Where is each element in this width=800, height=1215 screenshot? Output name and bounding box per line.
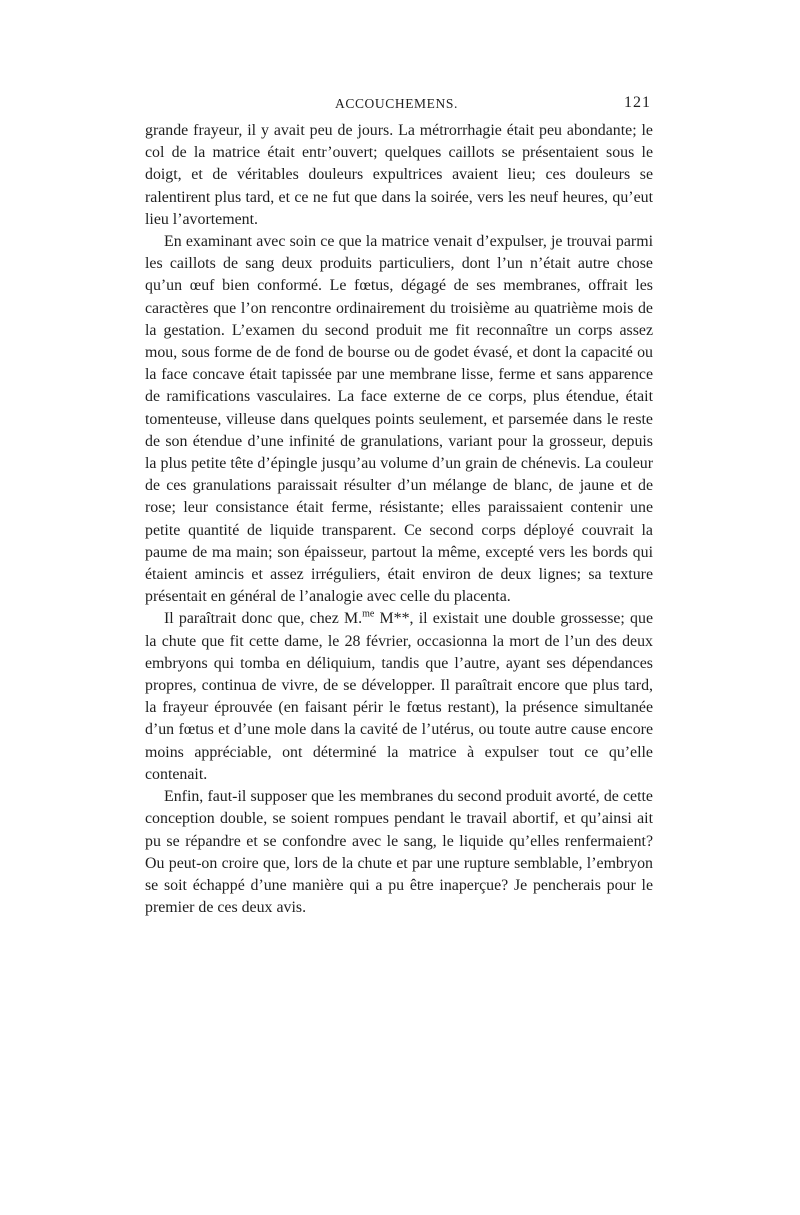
running-title: ACCOUCHEMENS. bbox=[335, 96, 458, 111]
book-page bbox=[145, 96, 653, 919]
body-text bbox=[145, 120, 653, 919]
paragraph-4: Enfin, faut-il supposer que les membranes du second produit avorté, de cette conception double, se soient rompues pendant le travail abortif, et qu’ainsi ait pu se répandre et se confondre avec le sang, le liquide qu’elles renfermaient? Ou peut-on croire que, lors de la chute et par une rupture semblable, l’embryon se soit échappé d’une manière qui a pu être inaperçue? Je pencherais pour le premier de ces deux avis. bbox=[145, 788, 653, 917]
superscript-me: me bbox=[362, 609, 375, 621]
paragraph-1: grande frayeur, il y avait peu de jours. La métrorrhagie était peu abondante; le col de la matrice était entr’ouvert; quelques caillots se présentaient sous le doigt, et de véritables douleurs expultrices avaient lieu; ces douleurs se ralentirent plus tard, et ce ne fut que dans la soirée, vers les neuf heures, qu’eut lieu l’avortement. bbox=[145, 122, 653, 228]
paragraph-3 bbox=[145, 608, 653, 786]
paragraph-2: En examinant avec soin ce que la matrice venait d’expulser, je trouvai parmi les caillots de sang deux produits particuliers, dont l’un n’était autre chose qu’un œuf bien conformé. Le fœtus, dégagé de ses membranes, offrait les caractères que l’on rencontre ordinairement du troisième au quatrième mois de la gestation. L’examen du second produit me fit reconnaître un corps assez mou, sous forme de de fond de bourse ou de godet évasé, et dont la capacité ou la face concave était tapissée par une membrane lisse, ferme et sans apparence de ramifications vasculaires. La face externe de ce corps, plus étendue, était tomenteuse, villeuse dans quelques points seulement, et parsemée dans le reste de son étendue d’une infinité de granulations, variant pour la grosseur, depuis la plus petite tête d’épingle jusqu’au volume d’un grain de chénevis. La couleur de ces granulations paraissait résulter d’un mélange de blanc, de jaune et de rose; leur consistance était ferme, résistante; elles paraissaient contenir une petite quantité de liquide transparent. Ce second corps déployé couvrait la paume de ma main; son épaisseur, partout la même, excepté vers les bords qui étaient amincis et assez irréguliers, était environ de deux lignes; sa texture présentait en général de l’analogie avec celle du placenta. bbox=[145, 233, 653, 606]
running-head bbox=[145, 96, 653, 120]
paragraph-3-start: Il paraîtrait donc que, chez M. bbox=[164, 610, 363, 628]
page-number: 121 bbox=[624, 94, 651, 111]
paragraph-3-rest: M**, il existait une double grossesse; que la chute que fit cette dame, le 28 février, occasionna la mort de l’un des deux embryons qui tomba en déliquium, tandis que l’autre, ayant ses dépendances propres, continua de vivre, de se développer. Il paraîtrait encore que plus tard, la frayeur éprouvée (en faisant périr le fœtus restant), la présence simultanée d’un fœtus et d’une mole dans la cavité de l’utérus, ou toute autre cause encore moins appréciable, ont déterminé la matrice à expulser tout ce qu’elle contenait. bbox=[145, 610, 653, 783]
